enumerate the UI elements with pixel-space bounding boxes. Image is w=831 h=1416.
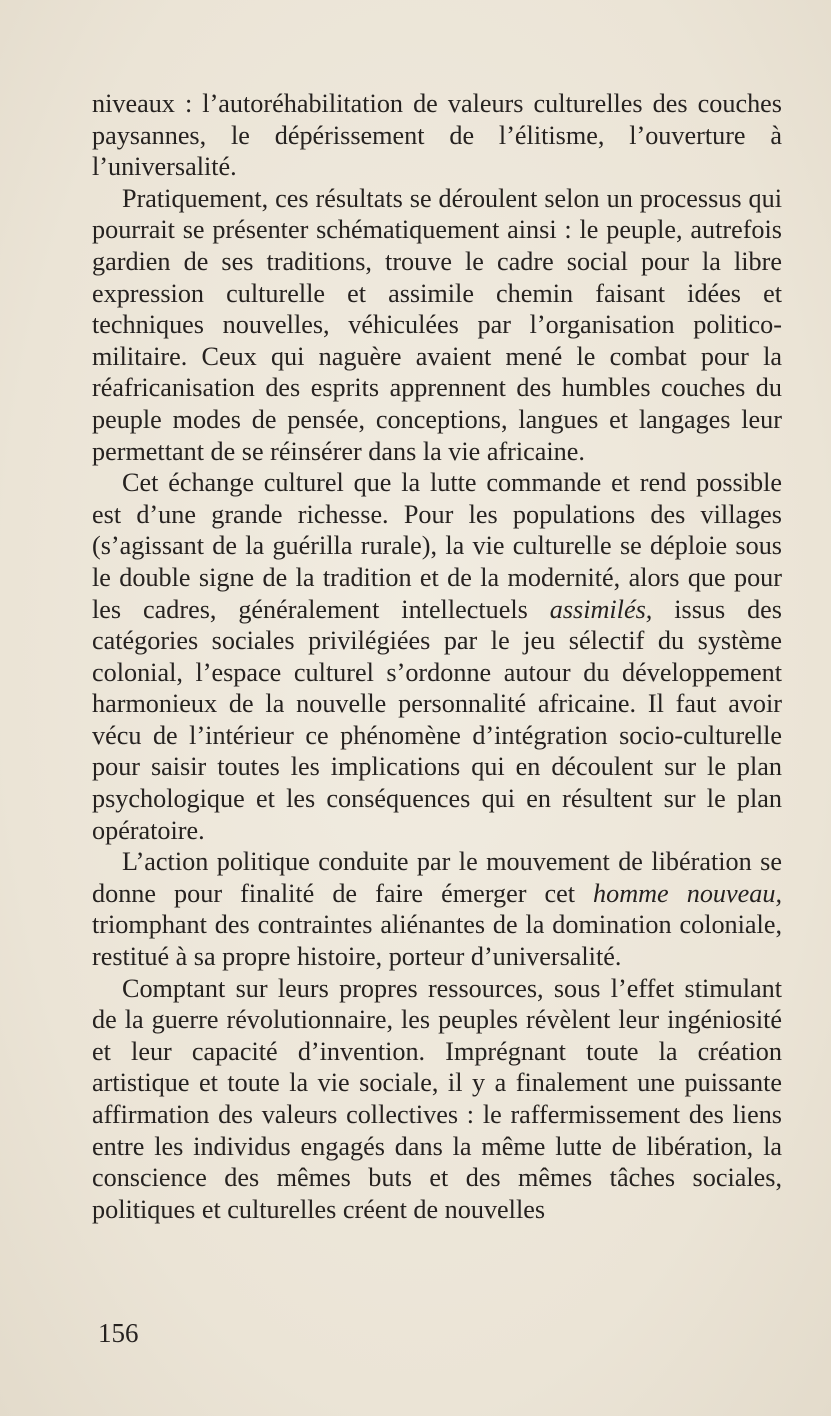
paragraph-1-text: niveaux : l’autoréhabilitation de valeurs culturelles des couches paysannes, le dépérissement de l’élitisme, l’ouverture à l’universalité. [92,89,782,182]
paragraph-3-text-a: Cet échange culturel que la lutte commande et rend possible est d’une grande richesse. Pour les populations des villages (s’agissant de la guérilla rurale), la vie culturelle se déploie sous le double signe de la tradition et de la modernité, alors que pour les cadres, généralement intellectuels [92,468,782,624]
body-text [92,88,782,1225]
page-number: 156 [98,1318,139,1348]
paragraph-3-text-b: issus des catégories sociales privilégiées par le jeu sélectif du système colonial, l’espace culturel s’ordonne autour du développement harmonieux de la nouvelle personnalité africaine. Il faut avoir vécu de l’intérieur ce phénomène d’intégration socio-culturelle pour saisir toutes les implications qui en découlent sur le plan psychologique et les conséquences qui en résultent sur le plan opératoire. [92,594,782,845]
paragraph-1 [92,88,782,183]
paragraph-5-text: Comptant sur leurs propres ressources, sous l’effet stimulant de la guerre révolutionnaire, les peuples révèlent leur ingéniosité et leur capacité d’invention. Imprégnant toute la création artistique et toute la vie sociale, il y a finalement une puissante affirmation des valeurs collectives : le raffermissement des liens entre les individus engagés dans la même lutte de libération, la conscience des mêmes buts et des mêmes tâches sociales, politiques et culturelles créent de nouvelles [92,973,782,1224]
paragraph-3 [92,467,782,846]
paragraph-3-italic: assimilés, [549,594,653,624]
paragraph-5 [92,973,782,1226]
paragraph-4-text-a: L’action politique conduite par le mouvement de libération se donne pour finalité de faire émerger cet [92,847,782,908]
paragraph-4 [92,846,782,972]
paragraph-4-text-b: triomphant des contraintes aliénantes de la domination coloniale, restitué à sa propre histoire, porteur d’universalité. [92,910,782,972]
paragraph-4-italic: homme nouveau, [593,878,782,908]
paragraph-2 [92,183,782,467]
paragraph-2-text: Pratiquement, ces résultats se déroulent selon un processus qui pourrait se présenter schématiquement ainsi : le peuple, autrefois gardien de ses traditions, trouve le cadre social pour la libre expression culturelle et assimile chemin faisant idées et techniques nouvelles, véhiculées par l’organisation politico-militaire. Ceux qui naguère avaient mené le combat pour la réafricanisation des esprits apprennent des humbles couches du peuple modes de pensée, conceptions, langues et langages leur permettant de se réinsérer dans la vie africaine. [92,183,782,466]
